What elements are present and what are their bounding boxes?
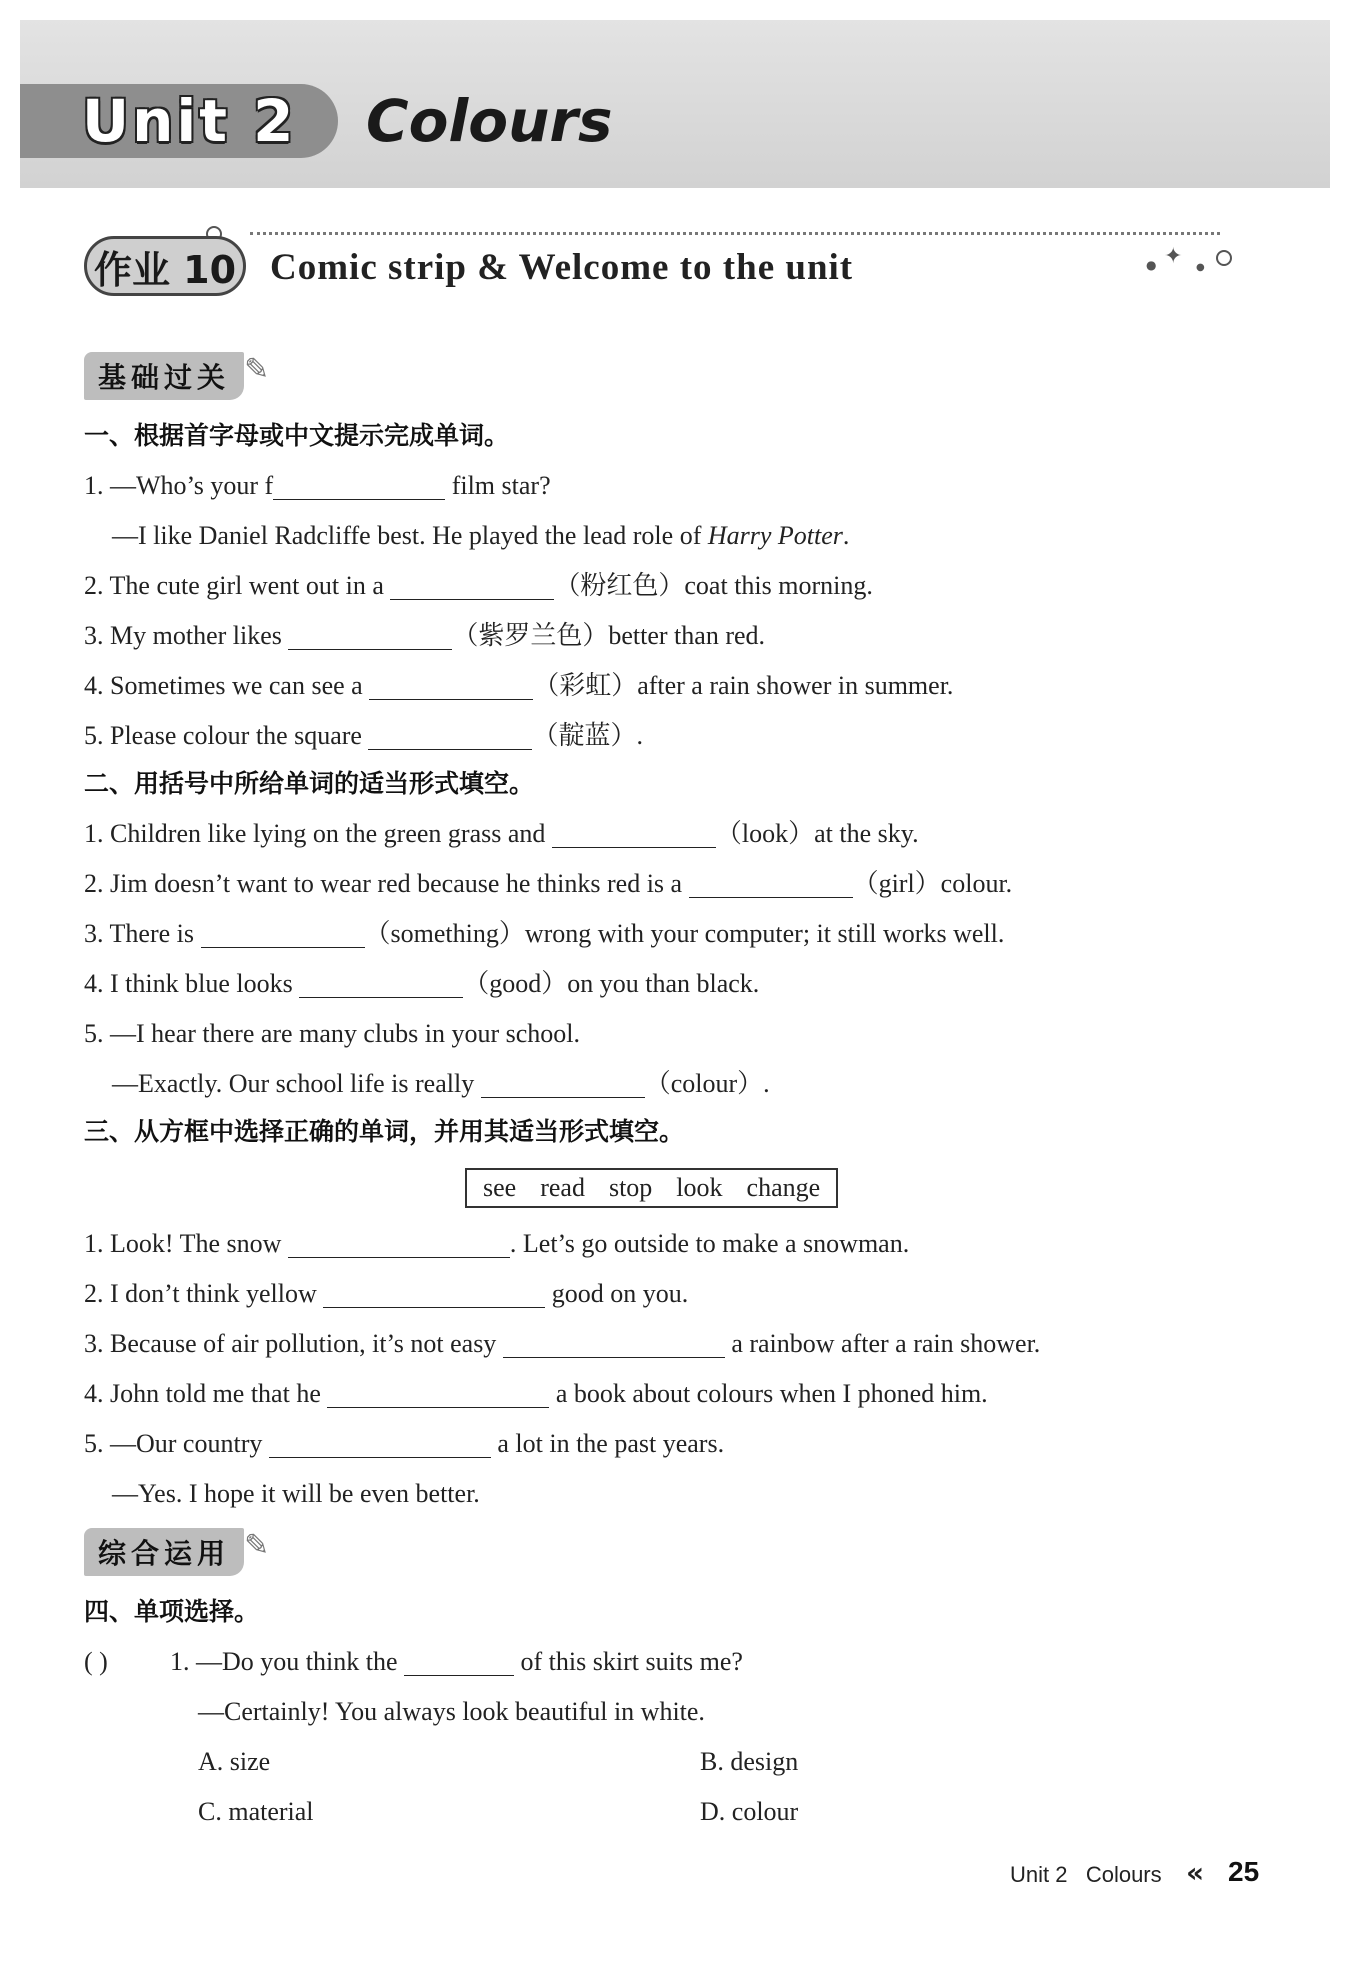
option-d[interactable]: D. colour	[700, 1797, 799, 1826]
dot-icon: ●	[1146, 258, 1157, 272]
unit-label: Unit 2	[82, 87, 297, 155]
part1-item-3: 3. My mother likes （紫罗兰色）better than red.	[84, 621, 766, 650]
answer-blank[interactable]	[552, 817, 716, 848]
option-a[interactable]: A. size	[198, 1747, 271, 1776]
part4-question-1: 1. —Do you think the of this skirt suits me?	[170, 1647, 743, 1676]
part3-item-5-reply: —Yes. I hope it will be even better.	[112, 1479, 480, 1508]
answer-blank[interactable]	[299, 967, 463, 998]
chevron-left-icon: «	[1186, 1856, 1205, 1889]
part4-question-1-reply: —Certainly! You always look beautiful in white.	[198, 1697, 705, 1726]
answer-paren[interactable]: ( )	[84, 1647, 108, 1676]
part1-item-1-reply: —I like Daniel Radcliffe best. He played the lead role of Harry Potter.	[112, 521, 850, 550]
dotted-divider	[250, 232, 1220, 235]
answer-blank[interactable]	[327, 1377, 549, 1408]
part2-item-5: 5. —I hear there are many clubs in your school.	[84, 1019, 581, 1048]
option-c[interactable]: C. material	[198, 1797, 314, 1826]
part3-heading: 三、从方框中选择正确的单词，并用其适当形式填空。	[84, 1117, 685, 1146]
homework-number: 作业 10	[84, 236, 246, 296]
part1-item-5: 5. Please colour the square （靛蓝）.	[84, 721, 643, 750]
part1-item-1: 1. —Who’s your f film star?	[84, 471, 551, 500]
page-number: 25	[1228, 1856, 1260, 1887]
part2-heading: 二、用括号中所给单词的适当形式填空。	[84, 769, 535, 798]
answer-blank[interactable]	[369, 669, 533, 700]
dot-icon: ●	[1196, 262, 1205, 273]
part1-heading: 一、根据首字母或中文提示完成单词。	[84, 421, 510, 450]
word-box	[465, 1168, 838, 1208]
footer-unit: Unit 2 Colours	[1010, 1862, 1162, 1887]
sparkle-icon: ✦	[1164, 244, 1183, 269]
answer-blank[interactable]	[390, 569, 554, 600]
part2-item-4: 4. I think blue looks （good）on you than black.	[84, 969, 760, 998]
part3-item-4: 4. John told me that he a book about colours when I phoned him.	[84, 1379, 988, 1408]
part3-item-2: 2. I don’t think yellow good on you.	[84, 1279, 689, 1308]
part2-item-2: 2. Jim doesn’t want to wear red because he thinks red is a （girl）colour.	[84, 869, 1013, 898]
word-box-word: stop	[608, 1173, 653, 1202]
pencil-icon: ✎	[244, 1528, 270, 1563]
part2-item-1: 1. Children like lying on the green grass and （look）at the sky.	[84, 819, 919, 848]
unit-pill	[20, 84, 338, 158]
answer-blank[interactable]	[201, 917, 365, 948]
unit-title: Colours	[366, 87, 613, 155]
word-box-word: see	[483, 1173, 517, 1202]
part4-heading: 四、单项选择。	[84, 1597, 260, 1626]
answer-blank[interactable]	[288, 1227, 510, 1258]
section-basic-tag: 基础过关	[84, 352, 244, 400]
circle-ornament-icon	[1216, 250, 1232, 266]
section-comprehensive-tag: 综合运用	[84, 1528, 244, 1576]
answer-blank[interactable]	[288, 619, 452, 650]
answer-blank[interactable]	[273, 469, 445, 500]
part3-item-3: 3. Because of air pollution, it’s not easy a rainbow after a rain shower.	[84, 1329, 1041, 1358]
part1-item-4: 4. Sometimes we can see a （彩虹）after a rain shower in summer.	[84, 671, 954, 700]
part2-item-3: 3. There is （something）wrong with your computer; it still works well.	[84, 919, 1005, 948]
answer-blank[interactable]	[503, 1327, 725, 1358]
word-box-word: change	[746, 1173, 821, 1202]
part2-item-5-reply: —Exactly. Our school life is really （colour）.	[112, 1069, 770, 1098]
answer-blank[interactable]	[323, 1277, 545, 1308]
part3-item-5: 5. —Our country a lot in the past years.	[84, 1429, 725, 1458]
answer-blank[interactable]	[481, 1067, 645, 1098]
part1-item-2: 2. The cute girl went out in a （粉红色）coat this morning.	[84, 571, 873, 600]
answer-blank[interactable]	[269, 1427, 491, 1458]
answer-blank[interactable]	[689, 867, 853, 898]
answer-blank	[404, 1645, 514, 1676]
option-b[interactable]: B. design	[700, 1747, 799, 1776]
homework-title: Comic strip & Welcome to the unit	[270, 247, 854, 288]
answer-blank[interactable]	[368, 719, 532, 750]
word-box-word: read	[540, 1173, 585, 1202]
word-box-word: look	[676, 1173, 723, 1202]
pencil-icon: ✎	[244, 352, 270, 387]
part3-item-1: 1. Look! The snow . Let’s go outside to make a snowman.	[84, 1229, 910, 1258]
